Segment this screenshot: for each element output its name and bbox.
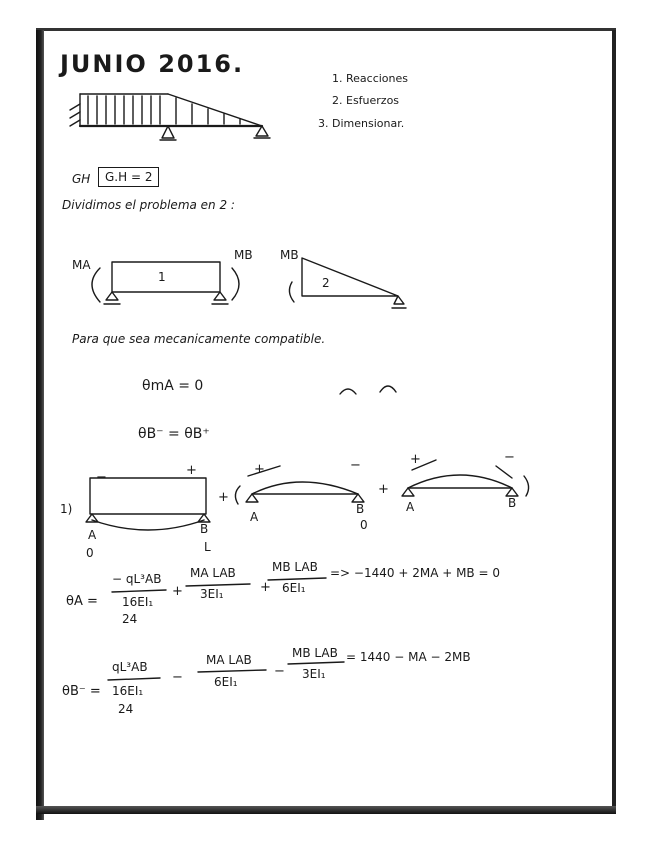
task-item-1: 1. Reacciones — [332, 72, 409, 85]
sign-minus-left: − — [96, 470, 107, 485]
rotation-ccw-icon — [340, 389, 356, 394]
eqA-t1-den: 16EI₁ — [122, 595, 154, 609]
eqA-plus-1: + — [172, 584, 183, 599]
label-A3: A — [406, 500, 415, 514]
sign-plus-2: + — [254, 462, 265, 477]
eqA-t2-num: MA LAB — [190, 566, 236, 580]
label-A2: A — [250, 510, 259, 524]
eqA-t1-num: − qL³AB — [112, 572, 162, 586]
case-beam-3 — [402, 460, 529, 496]
page-title: JUNIO 2016. — [60, 50, 245, 78]
eqA-result: => −1440 + 2MA + MB = 0 — [330, 566, 500, 580]
eqB-t1-num: qL³AB — [112, 660, 148, 674]
label-L: L — [204, 540, 211, 554]
beam1-moment-right: MB — [234, 248, 253, 262]
label-B1: B — [200, 522, 209, 536]
eqB-lhs: θB⁻ = — [62, 684, 101, 699]
plus-operator-2: + — [378, 482, 389, 497]
gh-prefix: GH — [72, 172, 91, 186]
case-beam-1 — [86, 478, 210, 530]
label-B2: B — [356, 502, 365, 516]
sign-plus-3: + — [410, 452, 421, 467]
eqB-minus-2: − — [274, 664, 285, 679]
label-B3: B — [508, 496, 517, 510]
eqB-t2-num: MA LAB — [206, 653, 252, 667]
eqB-t3-num: MB LAB — [292, 646, 338, 660]
beam1-moment-left: MA — [72, 258, 91, 272]
eqA-t2-den: 3EI₁ — [200, 587, 224, 601]
eqA-t3-den: 6EI₁ — [282, 581, 306, 595]
case-beam-2 — [235, 466, 364, 504]
eqB-t3-den: 3EI₁ — [302, 667, 326, 681]
eqB-minus-1: − — [172, 670, 183, 685]
beam1-number: 1 — [158, 270, 166, 284]
eqB-t2-den: 6EI₁ — [214, 675, 238, 689]
beam2-number: 2 — [322, 276, 330, 290]
case-number: 1) — [60, 502, 73, 516]
label-A1: A — [88, 528, 97, 542]
label-0-mid: 0 — [360, 518, 368, 532]
condition-theta-mA: θmA = 0 — [142, 378, 204, 394]
eqB-t1-extra: 24 — [118, 702, 134, 716]
eqA-lhs: θA = — [66, 594, 98, 609]
hyperstatic-degree-box: G.H = 2 — [98, 167, 159, 187]
main-beam-diagram — [70, 94, 270, 140]
sign-minus-3: − — [504, 450, 515, 465]
eqB-result: = 1440 − MA − 2MB — [346, 650, 471, 664]
task-item-3: 3. Dimensionar. — [318, 117, 405, 130]
sub-beam-2 — [289, 258, 406, 308]
eqA-t3-num: MB LAB — [272, 560, 318, 574]
sub-beam-1 — [92, 262, 239, 304]
sign-plus-right: + — [186, 463, 197, 478]
plus-operator-1: + — [218, 490, 229, 505]
condition-theta-B: θB⁻ = θB⁺ — [138, 426, 210, 442]
compatibility-text: Para que sea mecanicamente compatible. — [72, 332, 326, 346]
rotation-cw-icon — [380, 386, 396, 392]
sign-minus-2: − — [350, 458, 361, 473]
eqA-t1-extra: 24 — [122, 612, 138, 626]
eqA-plus-2: + — [260, 580, 271, 595]
intro-text: Dividimos el problema en 2 : — [62, 198, 235, 212]
task-item-2: 2. Esfuerzos — [332, 94, 400, 107]
label-0-left: 0 — [86, 546, 94, 560]
beam2-moment-left: MB — [280, 248, 299, 262]
eqB-t1-den: 16EI₁ — [112, 684, 144, 698]
